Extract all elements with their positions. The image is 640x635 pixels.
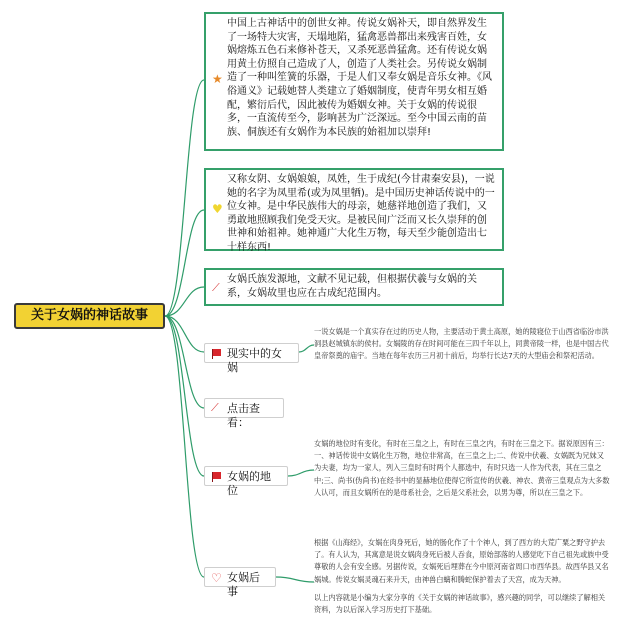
- connector-7: [165, 316, 204, 577]
- branch-aftermath-label: 女娲后事: [227, 571, 260, 598]
- heart-icon: ♡: [211, 571, 222, 585]
- red-flag-icon: [211, 348, 223, 359]
- branch-click-to-view[interactable]: [204, 398, 284, 429]
- branch-aftermath[interactable]: [204, 567, 276, 598]
- branch-homeland[interactable]: [204, 268, 504, 306]
- magic-wand-icon: ⟋: [211, 401, 219, 414]
- connector-1: [165, 80, 204, 316]
- aftermath-note-paragraph: 根据《山海经》，女娲在肉身死后，她的肠化作了十个神人，到了西方的大荒广粟之野守护去了。有人认为，其寓意是说女娲肉身死后被人吞食，原始部落的人感觉吃下自己祖先或族中受尊敬的人会有安全感。另据传说，女娲死后埋葬在今中原河南省周口市西华县。故西华县又名娲城。传说女娲灵魂石来升天，由神兽白螭和腾蛇保护着去了天宫，成为天神。: [314, 538, 609, 584]
- connector-note-7: [276, 577, 314, 582]
- root-topic[interactable]: [14, 303, 165, 329]
- branch-click-to-view-label: 点击查看：: [227, 402, 260, 429]
- branch-real-nuwa[interactable]: [204, 343, 299, 374]
- connector-note-4: [299, 345, 314, 352]
- star-icon: ★: [212, 72, 223, 86]
- branch-origin-myth[interactable]: [204, 12, 504, 151]
- connector-2: [165, 210, 204, 316]
- magic-wand-icon: ⟋: [212, 281, 220, 294]
- branch-identity-text: 又称女阴、女娲娘娘，凤姓，生于成纪(今甘肃秦安县)，一说她的名字为凤里希(或为凤里牺)。是中国历史神话传说中的一位女神。是中华民族伟大的母亲，她慈祥地创造了我们，又勇敢地照顾我们免受天灾。是被民间广泛而又长久崇拜的创世神和始祖神。她神通广大化生万物，每天至少能创造出七十样东西!: [227, 174, 495, 253]
- aftermath-note-closing: 以上内容就是小编为大家分享的《关于女娲的神话故事》，感兴趣的同学，可以继续了解相关资料，为以后深入学习历史打下基础。: [314, 592, 606, 615]
- branch-homeland-text: 女娲氏族发源地，文献不见记载，但根据伏羲与女娲的关系，女娲故里也应在古成纪范围内。: [227, 274, 477, 299]
- aftermath-note: [314, 537, 610, 622]
- yellow-heart-icon: ♥: [212, 202, 223, 216]
- branch-status[interactable]: [204, 466, 288, 497]
- branch-status-label: 女娲的地位: [227, 470, 271, 497]
- branch-origin-myth-text: 中国上古神话中的创世女神。传说女娲补天，即自然界发生了一场特大灾害，天塌地陷，猛禽恶兽都出来残害百姓，女娲熔炼五色石来修补苍天，又杀死恶兽猛禽。还有传说女娲用黄土仿照自己造成了人，创造了人类社会。另传说女娲制造了一种叫笙簧的乐器，于是人们又奉女娲是音乐女神。《风俗通义》记载她替人类建立了婚姻制度，使青年男女相互婚配，繁衍后代，因此被传为婚姻女神。关于女娲的传说很多，一直流传至今，影响甚为广泛深远。至今中国云南的苗族、侗族还有女娲作为本民族的始祖加以崇拜!: [227, 18, 492, 138]
- real-nuwa-note-text: 一说女娲是一个真实存在过的历史人物，主要活动于黄土高原，她的陵寝位于山西省临汾市洪洞县赵城镇东的侯村。女娲陵的存在时间可能在三四千年以上，同黄帝陵一样，也是中国古代皇帝祭奠的庙宇。当地在每年农历三月初十前后，均举行长达7天的大型庙会和祭祀活动。: [314, 327, 609, 361]
- root-topic-label: 关于女娲的神话故事: [30, 308, 148, 323]
- red-flag-icon: [211, 471, 223, 482]
- status-note-text: 女娲的地位时有变化，有时在三皇之上，有时在三皇之内，有时在三皇之下。据说原因有三：一、神话传说中女娲化生万物，地位非常高，在三皇之上;二、传说中伏羲、女娲既为兄妹又为夫妻，均为一家人，列入三皇时有时两个人都选中，有时只选一人作为代表，其在三皇之中;三、尚书(伪尚书)在经书中的显赫地位使得它所宣传的伏羲、神农、黄帝三皇观点为大多数人认可，而且女娲所在的是母系社会，之后是父系社会，以男为尊，所以在三皇之下。: [314, 439, 610, 497]
- real-nuwa-note: [314, 326, 610, 363]
- connector-note-6: [288, 470, 314, 476]
- status-note: [314, 438, 610, 499]
- connector-6: [165, 316, 204, 476]
- branch-real-nuwa-label: 现实中的女娲: [227, 347, 282, 374]
- branch-identity[interactable]: [204, 168, 504, 251]
